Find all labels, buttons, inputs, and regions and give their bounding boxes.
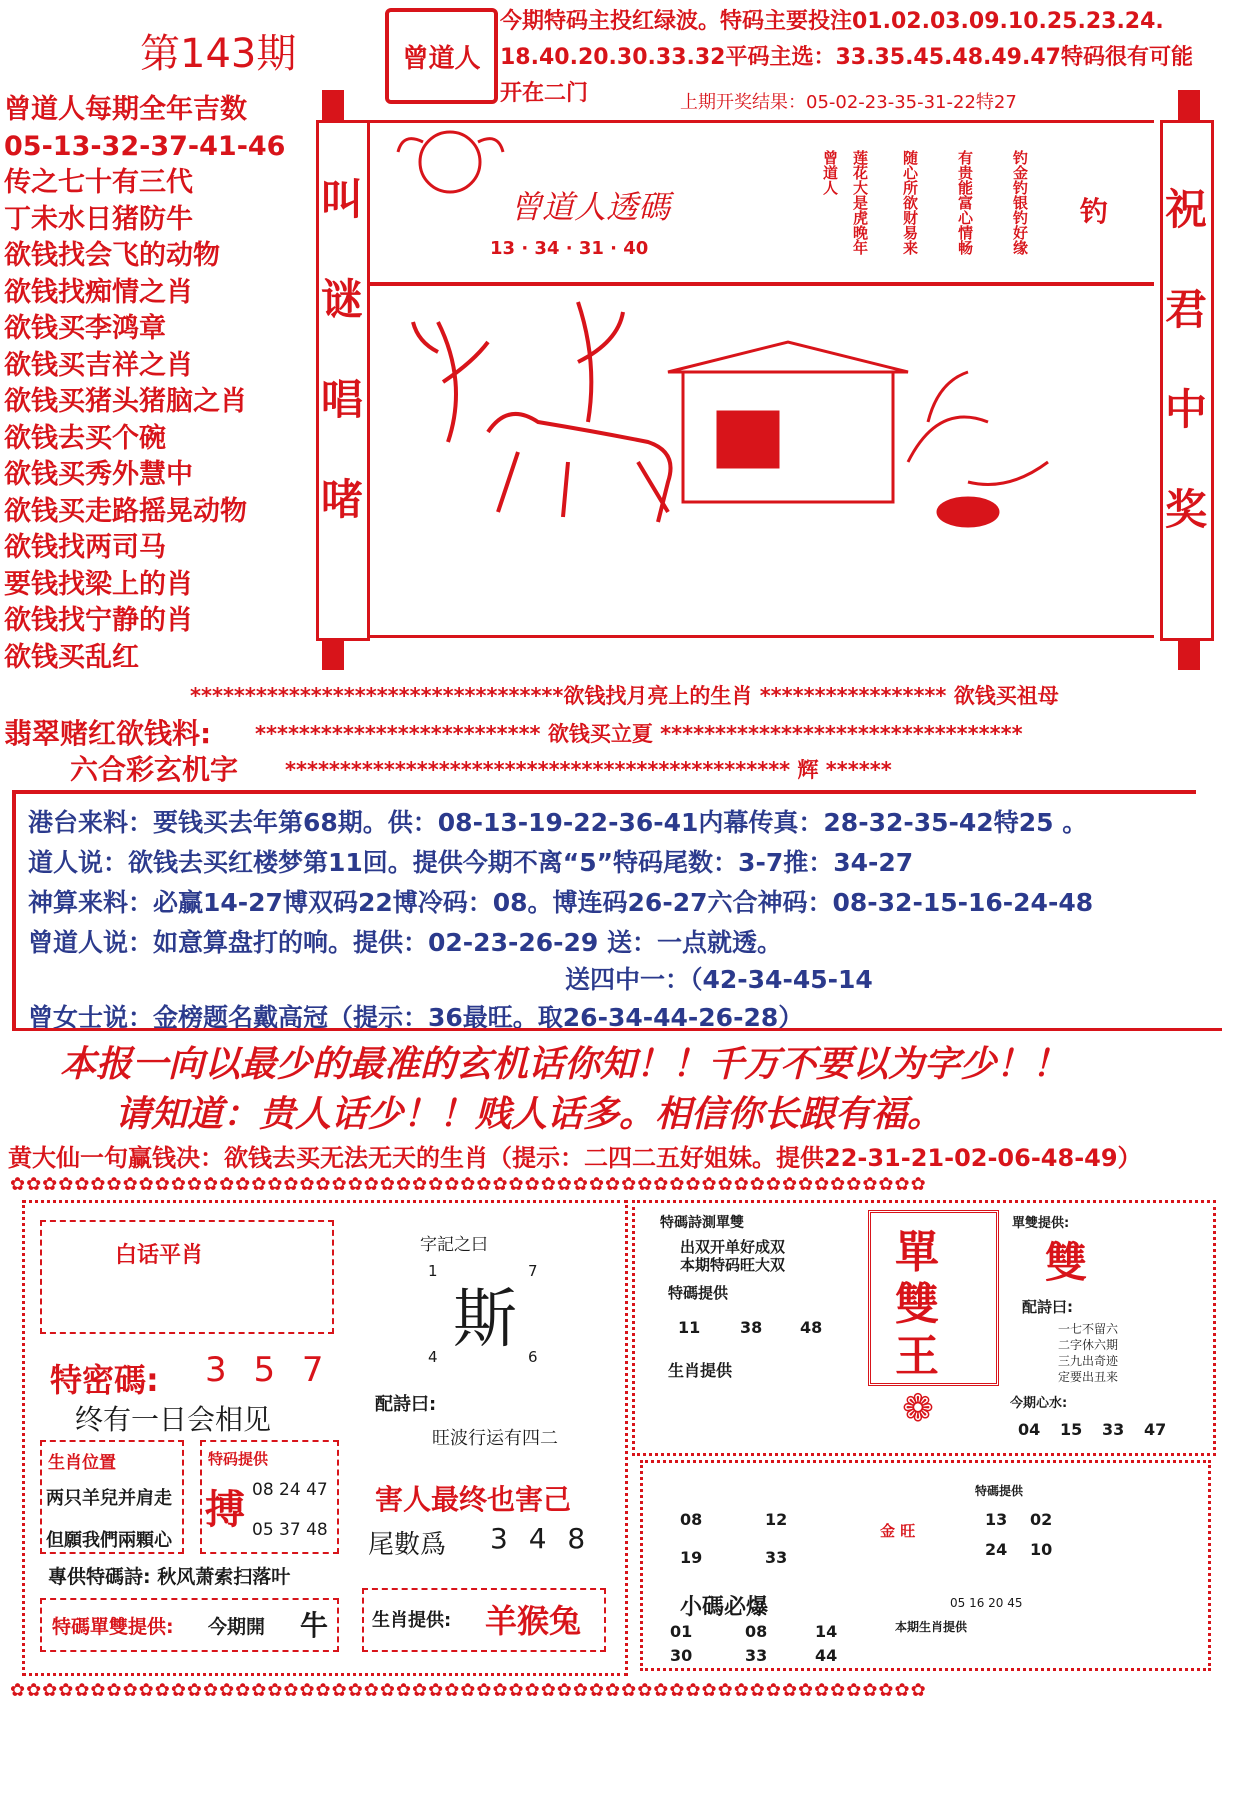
poem-head: 钓 [1080,195,1109,228]
left-line: 欲钱买乱红 [4,641,139,673]
pillar-char: 祝 [1164,185,1207,234]
pillar-char: 唱 [320,375,363,424]
sd-num: 11 [678,1318,701,1337]
logo-seal [385,8,498,104]
zodiac-provide: 本期生肖提供 [895,1620,968,1634]
grid-num: 10 [1030,1540,1053,1559]
grid-num: 19 [680,1548,703,1567]
stars-row-2: ************************** 欲钱买立夏 ********************************* [255,722,1023,746]
send-four: 送四中一：（42-34-45-14 [565,965,873,994]
pillar-char: 啫 [320,475,363,524]
small-code-num: 33 [745,1646,768,1665]
special-poem: 專供特碼詩: 秋风萧索扫落叶 [48,1566,291,1588]
left-line: 曾道人每期全年吉数 [4,94,247,125]
left-line: 欲钱找会飞的动物 [4,240,220,271]
right-poem-line: 二字休六期 [1058,1338,1119,1352]
left-line: 传之七十有三代 [4,167,193,198]
sd-num: 38 [740,1318,763,1337]
left-line: 05-13-32-37-41-46 [4,130,286,162]
small-code-num: 44 [815,1646,838,1665]
tail-nums: 3 4 8 [490,1522,592,1555]
sd-zodiac-label: 生肖提供 [668,1361,733,1380]
zodiac-val: 羊猴兔 [485,1602,582,1640]
right-poem-line: 一七不留六 [1058,1322,1119,1336]
grid-right-title: 特碼提供 [975,1484,1024,1498]
small-code-num: 14 [815,1622,838,1641]
sd-title: 特碼詩測單雙 [660,1215,744,1231]
grid-title: 金 旺 [880,1522,916,1540]
king-char: 單 [895,1227,939,1278]
small-code-num: 30 [670,1646,693,1665]
right-provide: 單雙提供: [1012,1216,1070,1231]
plant-icon [908,372,1048,526]
star-border-top: ✿✿✿✿✿✿✿✿✿✿✿✿✿✿✿✿✿✿✿✿✿✿✿✿✿✿✿✿✿✿✿✿✿✿✿✿✿✿✿✿✿✿✿✿✿✿✿✿✿✿✿✿✿✿✿✿✿ [10,1174,927,1195]
pillar-char: 谜 [320,275,363,324]
horse-icon [488,414,671,522]
corner-num-6: 6 [528,1348,538,1366]
header-line-3: 开在二门 [500,81,589,106]
small-code: 小碼必爆 [680,1595,769,1620]
zodiac-label: 生肖提供: [372,1610,452,1631]
last-result: 上期开奖结果：05-02-23-35-31-22特27 [680,92,1017,113]
big-char: 斯 [453,1283,517,1357]
king-char: 雙 [895,1279,939,1330]
pillar-char: 中 [1164,385,1207,434]
special-code-label: 特密碼: [50,1361,159,1399]
star-border-bottom: ✿✿✿✿✿✿✿✿✿✿✿✿✿✿✿✿✿✿✿✿✿✿✿✿✿✿✿✿✿✿✿✿✿✿✿✿✿✿✿✿✿✿✿✿✿✿✿✿✿✿✿✿✿✿✿✿✿ [10,1680,927,1701]
grid-num: 12 [765,1510,788,1529]
right-num: 04 [1018,1420,1041,1439]
scroll-rod-bottom-right [1178,640,1200,670]
scroll-title: 曾道人透碼 [510,188,671,226]
poem-line-b: 但願我們兩顆心 [46,1530,172,1551]
right-big-char: 雙 [1045,1238,1088,1287]
sd-poem-1: 出双开单好成双 [680,1238,786,1256]
lotus-icon: ❁ [902,1386,934,1430]
this-issue-val: 牛 [300,1609,329,1642]
right-num: 15 [1060,1420,1083,1439]
grid-panel [640,1460,1211,1671]
left-line: 欲钱买猪头猪脑之肖 [4,386,247,417]
sd-poem-2: 本期特码旺大双 [680,1256,786,1274]
header-line-1: 今期特码主投红绿波。特码主要投注01.02.03.09.10.25.23.24. [500,9,1164,34]
poem-line: 旺波行运有四二 [432,1428,558,1449]
small-code-num: 08 [745,1622,768,1641]
corner-num-7: 7 [528,1262,538,1280]
corner-num-4: 4 [428,1348,438,1366]
scroll-nums: 13 · 34 · 31 · 40 [490,238,649,259]
grid-num: 33 [765,1548,788,1567]
right-num: 33 [1102,1420,1125,1439]
bo-char: 搏 [205,1487,245,1533]
left-line: 欲钱买李鸿章 [4,313,166,344]
huang-tip: 黄大仙一句赢钱决：欲钱去买无法无天的生肖（提示：二四二五好姐妹。提供22-31-21-02-06-48-49） [8,1144,1142,1172]
scroll-illustration [368,122,1154,630]
left-line: 欲钱找宁静的肖 [4,605,193,636]
stars-row-1: **********************************欲钱找月亮上的生肖 ***************** 欲钱买祖母 [190,684,1059,708]
tips-divider [12,1028,1222,1031]
left-line: 欲钱买走路摇晃动物 [4,495,247,527]
right-mind: 今期心水: [1010,1396,1068,1411]
provide-label: 特码提供 [208,1450,269,1468]
nums-a: 08 24 47 [252,1480,328,1500]
sd-provide: 特碼提供 [668,1284,729,1302]
stars-row-3: ********************************************** 辉 ****** [285,758,892,782]
slogan-2: 请知道：贵人话少！！贱人话多。相信你长跟有福。 [115,1093,944,1135]
grid-num: 02 [1030,1510,1053,1529]
this-issue: 今期開 [208,1616,266,1638]
grid-num: 24 [985,1540,1008,1559]
tip-line: 道人说：欲钱去买红楼梦第11回。提供今期不离“5”特码尾数：3-7推：34-27 [28,848,914,877]
scroll-rod-top-right [1178,90,1200,120]
house-icon [668,342,908,502]
lady-says: 曾女士说：金榜题名戴高冠（提示：36最旺。取26-34-44-26-28） [28,1003,804,1032]
left-line: 欲钱找痴情之肖 [4,276,193,308]
corner-num-1: 1 [428,1262,438,1280]
right-pillar-text [1156,160,1216,560]
poem-col: 莲花大是虎晚年 [851,150,869,255]
pillar-char: 君 [1164,285,1207,334]
tree-icon [413,302,623,442]
left-line: 欲钱找两司马 [4,532,166,563]
grid-num: 08 [680,1510,703,1529]
word-of-day: 字記之曰 [420,1235,488,1255]
zodiac-pos-label: 生肖位置 [48,1453,116,1473]
right-num: 47 [1144,1420,1167,1439]
tip-line: 神算来料：必赢14-27博双码22博冷码：08。博连码26-27六合神码：08-32-15-16-24-48 [28,888,1094,917]
left-line: 欲钱买吉祥之肖 [4,349,193,381]
poem-col: 曾道人 [821,150,839,195]
right-poem-label: 配詩曰: [1022,1298,1073,1316]
stars-row-3-label: 六合彩玄机字 [70,753,239,786]
right-poem-line: 三九出奇迹 [1058,1354,1119,1368]
special-phrase: 终有一日会相见 [75,1403,272,1436]
left-line: 丁未水日猪防牛 [4,203,193,235]
left-line: 要钱找梁上的肖 [4,568,193,600]
grid-num: 13 [985,1510,1008,1529]
scroll-rod-bottom-left [322,640,344,670]
pillar-char: 奖 [1164,485,1207,534]
poem-col: 随心所欲财易来 [901,150,919,255]
king-char: 王 [895,1331,939,1382]
stars-row-2-label: 翡翠赌红欲钱料: [4,717,212,750]
special-code-nums: 3 5 7 [205,1350,332,1390]
slogan-1: 本报一向以最少的最准的玄机话你知！！千万不要以为字少！！ [60,1043,1069,1085]
tip-line: 港台来料：要钱买去年第68期。供：08-13-19-22-36-41内幕传真：28-32-35-42特25 。 [28,808,1088,837]
pillar-char: 叫 [320,175,363,224]
right-poem-line: 定要出丑来 [1058,1370,1119,1384]
left-line: 欲钱买秀外慧中 [4,459,193,490]
left-column [4,92,314,676]
poem-label: 配詩曰: [375,1394,437,1415]
poem-col: 有贵能富心情畅 [956,150,974,255]
poem-col: 钓金钓银钓好缘 [1011,150,1029,255]
poem-line-a: 两只羊兒并肩走 [46,1488,172,1509]
sd-num: 48 [800,1318,823,1337]
small-code-num: 01 [670,1622,693,1641]
header-line-2: 18.40.20.30.33.32平码主选：33.35.45.48.49.47特码很有可能 [500,45,1193,70]
scroll-rod-top-left [322,90,344,120]
ram-head-icon [398,132,503,192]
harm-phrase: 害人最终也害己 [375,1483,572,1516]
single-double-label: 特碼單雙提供: [52,1616,174,1638]
logo-text: 曾道人 [402,43,481,74]
left-pillar-text [312,150,372,550]
nums-b: 05 37 48 [252,1520,328,1540]
plain-zodiac-title: 白话平肖 [115,1243,204,1268]
tail-label: 尾數爲 [368,1530,447,1560]
left-line: 欲钱去买个碗 [4,422,166,454]
issue-number: 第143期 [140,31,297,77]
tip-line: 曾道人说：如意算盘打的响。提供：02-23-26-29 送：一点就透。 [28,928,782,957]
row-nums: 05 16 20 45 [950,1596,1023,1610]
scroll-divider [368,282,1154,286]
